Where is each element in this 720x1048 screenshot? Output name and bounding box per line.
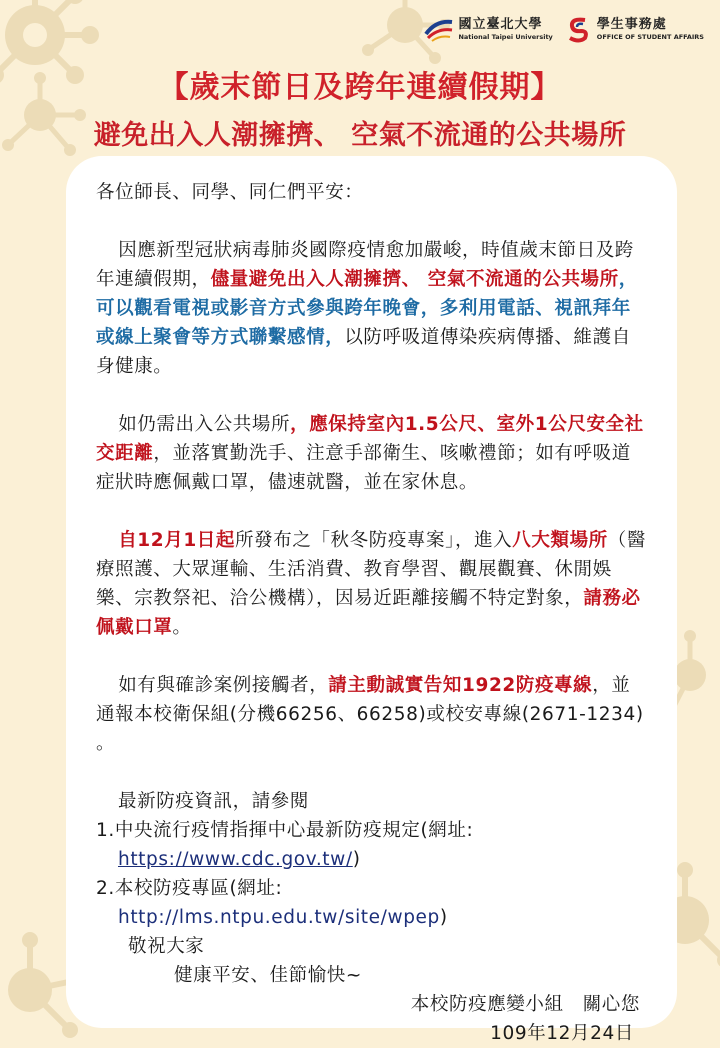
ntpu-logo [424,14,552,44]
paragraph-1-end: 以防呼吸道傳染疾病傳播、維護自身健康。 [96,327,631,377]
greeting: 各位師長、同學、同仁們平安： [96,182,364,203]
paragraph-3 [96,526,646,642]
paragraph-2-text: 如仍需出入公共場所 [118,414,291,435]
paragraph-4-end: ，並通報本校衛保組(分機66256、66258)或校安專線(2671-1234) 。 [96,675,644,754]
page-subtitle: 避免出入人潮擁擠、 空氣不流通的公共場所 [93,120,627,151]
header-logos [424,14,704,44]
ntpu-emblem-icon [424,14,454,44]
signature: 本校防疫應變小組 關心您 [410,994,640,1015]
osa-name-en: OFFICE OF STUDENT AFFAIRS [596,32,704,41]
paragraph-4 [96,671,646,758]
osa-emblem-icon [563,14,593,44]
reference-1-close: ) [352,849,361,870]
paragraph-4-hotline: 請主動誠實告知1922防疫專線 [328,675,593,696]
osa-logo [563,14,704,44]
paragraph-1-suggestion: ，可以觀看電視或影音方式參與跨年晚會，多利用電話、視訊拜年或線上聚會等方式聯繫感情， [96,269,638,348]
paragraph-3-text: 所發布之「秋冬防疫專案」，進入 [235,530,513,551]
page-title: 【歲末節日及跨年連續假期】 [158,70,562,105]
ntpu-epidemic-link[interactable]: http://lms.ntpu.edu.tw/site/wpep [118,907,440,928]
cdc-link[interactable]: https://www.cdc.gov.tw/ [118,849,353,870]
paragraph-3-date: 自12月1日起 [118,530,236,551]
references-heading: 最新防疫資訊，請參閱 [118,791,310,812]
reference-1: 1.中央流行疫情指揮中心最新防疫規定(網址: [96,820,474,841]
ntpu-name-en: National Taipei University [458,32,553,41]
reference-2-url-line [96,903,646,932]
reference-2-close: ) [439,907,448,928]
notice-content [96,178,646,1048]
closing-line-1: 敬祝大家 [128,936,205,957]
paragraph-1-emphasis: 儘量避免出入人潮擁擠、 空氣不流通的公共場所 [210,269,619,290]
reference-2: 2.本校防疫專區(網址: [96,878,283,899]
reference-1-url-line [96,845,646,874]
closing-line-2: 健康平安、佳節愉快~ [174,965,363,986]
paragraph-2-end: ，並落實勤洗手、注意手部衛生、咳嗽禮節；如有呼吸道症狀時應佩戴口罩，儘速就醫，並在家休息。 [96,443,631,493]
paragraph-2-emphasis: ，應保持室內1.5公尺、室外1公尺安全社交距離 [96,414,644,464]
ntpu-name-zh: 國立臺北大學 [458,16,543,32]
paragraph-2 [96,410,646,497]
paragraph-3-venues: 八大類場所 [512,530,608,551]
paragraph-1-text: 因應新型冠狀病毒肺炎國際疫情愈加嚴峻，時值歲末節日及跨年連續假期， [96,240,634,290]
paragraph-3-mask: 請務必佩戴口罩 [96,588,641,638]
osa-name-zh: 學生事務處 [596,16,667,32]
notice-date: 109年12月24日 [490,1023,634,1044]
paragraph-1 [96,236,646,381]
paragraph-3-list: （醫療照護、大眾運輸、生活消費、教育學習、觀展觀賽、休閒娛樂、宗教祭祀、洽公機構），因易近距離接觸不特定對象， [96,530,646,609]
paragraph-3-end: 。 [172,617,192,638]
paragraph-4-text: 如有與確診案例接觸者， [118,675,329,696]
